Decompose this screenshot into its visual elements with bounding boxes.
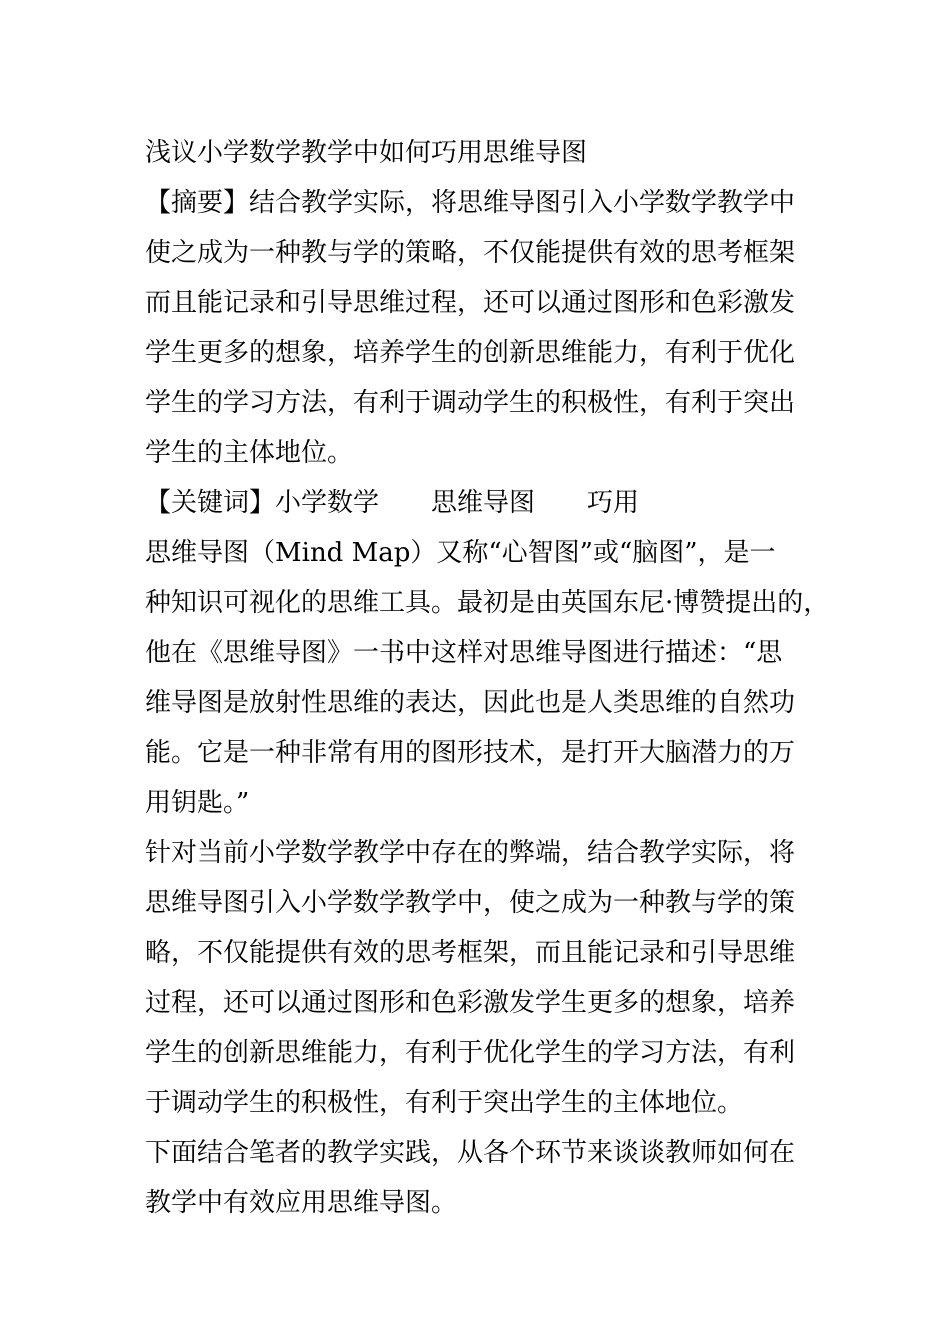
paragraph-line: 下面结合笔者的教学实践，从各个环节来谈谈教师如何在 (145, 1138, 796, 1168)
abstract-line: 【摘要】结合教学实际，将思维导图引入小学数学教学中 (145, 188, 796, 218)
abstract-line: 而且能记录和引导思维过程，还可以通过图形和色彩激发 (145, 288, 796, 318)
mind-map-definition-paragraph (145, 528, 830, 828)
paragraph-line: 思维导图（Mind Map）又称“心智图”或“脑图”，是一 (145, 538, 776, 568)
paragraph-line: 用钥匙。” (145, 788, 250, 818)
paragraph-line: 能。它是一种非常有用的图形技术，是打开大脑潜力的万 (145, 738, 796, 768)
abstract-line: 学生的学习方法，有利于调动学生的积极性，有利于突出 (145, 388, 796, 418)
paragraph-line: 略，不仅能提供有效的思考框架，而且能记录和引导思维 (145, 938, 796, 968)
paragraph-line: 种知识可视化的思维工具。最初是由英国东尼·博赞提出的， (145, 588, 830, 618)
document-title: 浅议小学数学教学中如何巧用思维导图 (145, 138, 588, 168)
keywords-line: 【关键词】小学数学 思维导图 巧用 (145, 488, 640, 518)
paragraph-line: 针对当前小学数学教学中存在的弊端，结合教学实际，将 (145, 838, 796, 868)
paragraph-line: 思维导图引入小学数学教学中，使之成为一种教与学的策 (145, 888, 796, 918)
practice-intro-paragraph (145, 1128, 815, 1228)
paragraph-line: 他在《思维导图》一书中这样对思维导图进行描述：“思 (145, 638, 783, 668)
abstract-line: 学生的主体地位。 (145, 438, 354, 468)
abstract-line: 使之成为一种教与学的策略，不仅能提供有效的思考框架 (145, 238, 796, 268)
abstract-line: 学生更多的想象，培养学生的创新思维能力，有利于优化 (145, 338, 796, 368)
abstract-paragraph (145, 178, 815, 478)
paragraph-line: 学生的创新思维能力，有利于优化学生的学习方法，有利 (145, 1038, 796, 1068)
paragraph-line: 教学中有效应用思维导图。 (145, 1188, 458, 1218)
teaching-problem-paragraph (145, 828, 815, 1128)
document-body (145, 128, 830, 1228)
paragraph-line: 过程，还可以通过图形和色彩激发学生更多的想象，培养 (145, 988, 796, 1018)
paragraph-line: 维导图是放射性思维的表达，因此也是人类思维的自然功 (145, 688, 796, 718)
paragraph-line: 于调动学生的积极性，有利于突出学生的主体地位。 (145, 1088, 744, 1118)
